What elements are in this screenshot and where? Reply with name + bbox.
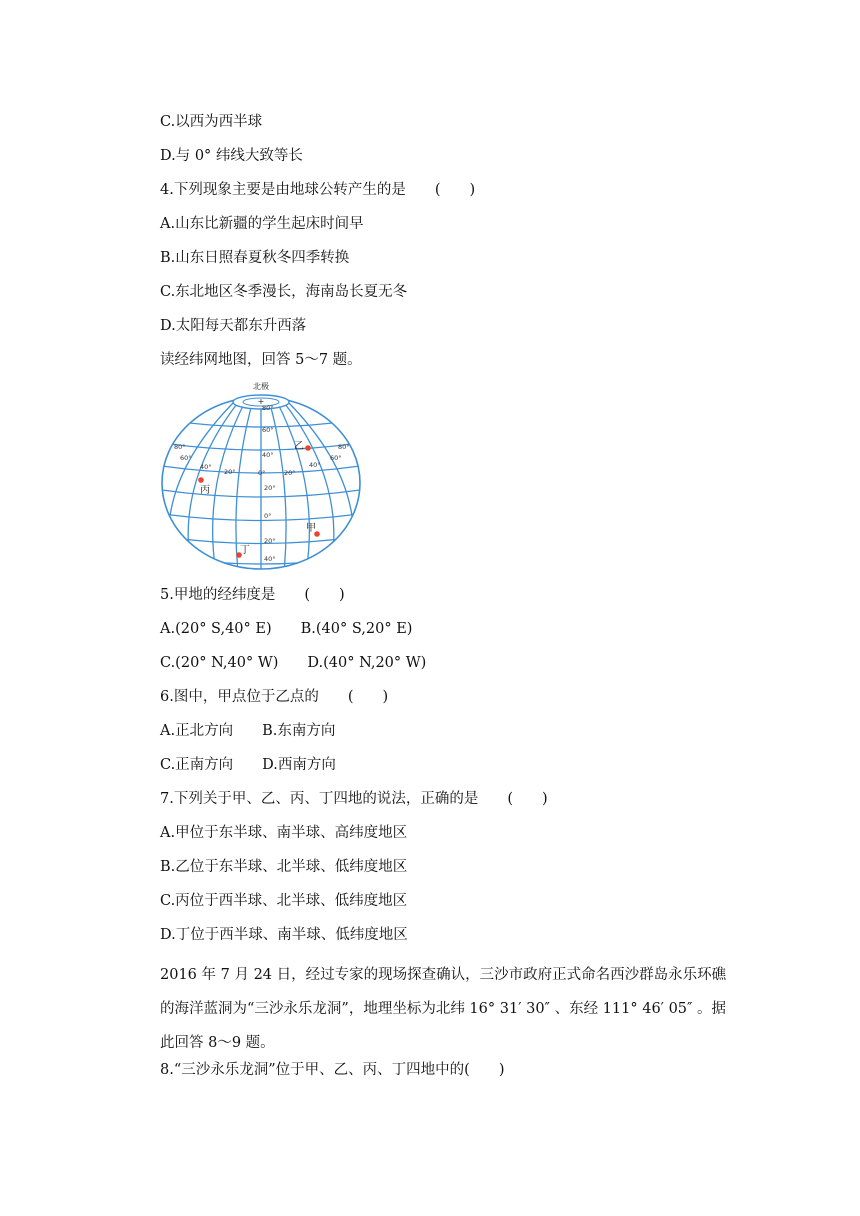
lon-label: 60° <box>330 454 342 462</box>
north-pole-label: 北极 <box>253 382 269 391</box>
q4-option-a: A.山东比新疆的学生起床时间早 <box>160 216 364 232</box>
q3-option-d: D.与 0° 纬线大致等长 <box>160 148 303 164</box>
point-bing-label: 丙 <box>200 485 210 496</box>
lon-label: 20° <box>284 469 296 477</box>
point-yi <box>305 445 311 451</box>
lat-label: 20° <box>264 537 276 545</box>
q8-stem: 8.“三沙永乐龙洞”位于甲、乙、丙、丁四地中的( ) <box>160 1062 505 1078</box>
lon-label: 60° <box>180 454 192 462</box>
q5-stem: 5.甲地的经纬度是 ( ) <box>160 587 345 603</box>
lon-label: 80° <box>338 443 350 451</box>
q4-option-c: C.东北地区冬季漫长，海南岛长夏无冬 <box>160 284 408 300</box>
point-ding-label: 丁 <box>240 545 250 556</box>
globe-grid <box>162 400 360 573</box>
q4-option-d: D.太阳每天都东升西落 <box>160 318 307 334</box>
lon-label: 40° <box>200 463 212 471</box>
q5-options-row1: A.(20° S,40° E) B.(40° S,20° E) <box>160 621 413 637</box>
q7-option-a: A.甲位于东半球、南半球、高纬度地区 <box>160 825 408 841</box>
q6-options-row2: C.正南方向 D.西南方向 <box>160 757 336 773</box>
point-jia-label: 甲 <box>306 523 316 534</box>
lon-label: 80° <box>174 443 186 451</box>
lat-label: 20° <box>264 484 276 492</box>
intro-questions-5-7: 读经纬网地图，回答 5～7 题。 <box>160 352 362 368</box>
q6-stem: 6.图中，甲点位于乙点的 ( ) <box>160 689 389 705</box>
lat-label: 40° <box>264 555 276 563</box>
q5-options-row2: C.(20° N,40° W) D.(40° N,20° W) <box>160 655 427 671</box>
lat-label: 0° <box>264 512 272 520</box>
point-bing <box>198 477 204 483</box>
passage-questions-8-9: 2016 年 7 月 24 日，经过专家的现场探查确认，三沙市政府正式命名西沙群岛永乐环礁的海洋蓝洞为“三沙永乐龙洞”，地理坐标为北纬 16° 31′ 30″ 、东经 111° 46′ 05″ 。据此回答 8～9 题。 <box>160 967 727 1051</box>
globe-svg <box>158 376 364 573</box>
q4-option-b: B.山东日照春夏秋冬四季转换 <box>160 250 350 266</box>
lon-label: 40° <box>309 461 321 469</box>
lat-label: 80° <box>262 404 274 412</box>
q7-option-d: D.丁位于西半球、南半球、低纬度地区 <box>160 927 408 943</box>
q3-option-c: C.以西为西半球 <box>160 114 263 130</box>
globe-figure <box>158 376 364 573</box>
lat-label: 60° <box>262 426 274 434</box>
lon-label: 0° <box>258 469 266 477</box>
point-yi-label: 乙 <box>294 441 304 452</box>
q7-option-c: C.丙位于西半球、北半球、低纬度地区 <box>160 893 408 909</box>
lat-label: 40° <box>262 451 274 459</box>
q7-option-b: B.乙位于东半球、北半球、低纬度地区 <box>160 859 408 875</box>
pole-marker: + <box>257 397 265 406</box>
q7-stem: 7.下列关于甲、乙、丙、丁四地的说法，正确的是 ( ) <box>160 791 548 807</box>
lon-label: 20° <box>224 468 236 476</box>
q4-stem: 4.下列现象主要是由地球公转产生的是 ( ) <box>160 182 476 198</box>
q6-options-row1: A.正北方向 B.东南方向 <box>160 723 336 739</box>
